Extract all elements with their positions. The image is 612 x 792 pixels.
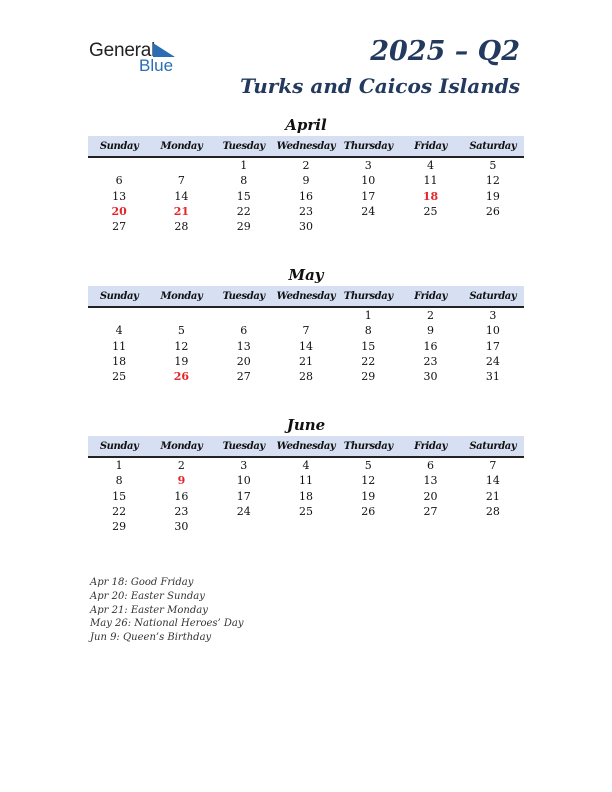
date-cell: 22 <box>361 355 376 369</box>
date-cell: 30 <box>423 370 438 384</box>
date-cell: 15 <box>236 189 251 203</box>
date-cell: 26 <box>361 505 376 519</box>
date-cell: 8 <box>240 174 248 188</box>
month-april <box>88 116 524 234</box>
date-cell: 15 <box>112 489 127 503</box>
weekday-label: Thursday <box>343 440 393 452</box>
holiday-note: Apr 20: Easter Sunday <box>90 590 205 602</box>
holiday-date-cell: 21 <box>173 205 190 219</box>
date-cell: 26 <box>485 205 500 219</box>
date-cell: 1 <box>240 159 248 173</box>
date-cell: 12 <box>174 339 189 353</box>
page-subtitle: Turks and Caicos Islands <box>240 74 520 98</box>
weekday-label: Saturday <box>469 290 517 302</box>
date-cell: 29 <box>361 370 376 384</box>
date-cell: 1 <box>364 309 372 323</box>
date-cell: 28 <box>485 505 500 519</box>
month-name: June <box>286 416 326 434</box>
weekday-label: Saturday <box>469 140 517 152</box>
date-cell: 9 <box>302 174 310 188</box>
week-row <box>88 339 524 354</box>
date-cell: 24 <box>361 205 376 219</box>
logo-text-general: General <box>89 40 156 61</box>
week-row <box>88 323 524 338</box>
month-name: May <box>288 266 324 284</box>
date-cell: 10 <box>485 324 500 338</box>
date-cell: 9 <box>427 324 435 338</box>
date-cell: 2 <box>427 309 435 323</box>
date-cell: 17 <box>236 489 251 503</box>
weekday-label: Thursday <box>343 140 393 152</box>
week-row <box>88 369 524 384</box>
holiday-note: Jun 9: Queen’s Birthday <box>90 632 212 644</box>
weekday-label: Thursday <box>343 290 393 302</box>
date-cell: 5 <box>489 159 497 173</box>
date-cell: 8 <box>115 474 123 488</box>
date-cell: 12 <box>485 174 500 188</box>
week-row <box>88 204 524 219</box>
month-name: April <box>285 116 327 134</box>
date-cell: 27 <box>112 220 127 234</box>
weekday-label: Monday <box>160 440 203 452</box>
weekday-label: Tuesday <box>222 290 265 302</box>
date-cell: 5 <box>177 324 185 338</box>
holiday-date-cell: 18 <box>422 189 439 203</box>
date-cell: 13 <box>423 474 438 488</box>
weekday-label: Sunday <box>99 290 139 302</box>
date-cell: 6 <box>115 174 123 188</box>
date-cell: 18 <box>298 489 313 503</box>
date-cell: 1 <box>115 459 123 473</box>
weekday-header-row <box>88 286 524 308</box>
holiday-date-cell: 9 <box>177 474 186 488</box>
weekday-label: Sunday <box>99 140 139 152</box>
date-cell: 4 <box>115 324 123 338</box>
holiday-date-cell: 20 <box>111 205 127 219</box>
week-row <box>88 308 524 323</box>
date-cell: 4 <box>302 459 310 473</box>
date-cell: 27 <box>423 505 438 519</box>
holiday-note: Apr 21: Easter Monday <box>90 604 208 616</box>
weekday-label: Monday <box>160 290 203 302</box>
logo-triangle-icon <box>153 43 175 57</box>
date-cell: 22 <box>112 505 127 519</box>
holiday-note: Apr 18: Good Friday <box>90 577 194 588</box>
date-cell: 25 <box>423 205 438 219</box>
date-cell: 11 <box>298 474 313 488</box>
weekday-label: Friday <box>414 140 447 152</box>
date-cell: 8 <box>364 324 372 338</box>
date-cell: 23 <box>174 505 189 519</box>
date-cell: 3 <box>240 459 248 473</box>
date-cell: 30 <box>298 220 313 234</box>
holiday-note: May 26: National Heroes’ Day <box>90 618 244 630</box>
week-row <box>88 219 524 234</box>
date-cell: 31 <box>485 370 500 384</box>
date-cell: 16 <box>174 489 189 503</box>
date-cell: 10 <box>236 474 251 488</box>
generalblue-logo <box>89 40 189 76</box>
date-cell: 4 <box>427 159 435 173</box>
date-cell: 3 <box>489 309 497 323</box>
weekday-label: Friday <box>414 290 447 302</box>
date-cell: 16 <box>298 189 313 203</box>
weekday-label: Wednesday <box>276 440 336 452</box>
month-june <box>88 416 524 534</box>
date-cell: 2 <box>177 459 185 473</box>
weekday-label: Tuesday <box>222 440 265 452</box>
date-cell: 25 <box>298 505 313 519</box>
date-cell: 11 <box>112 339 127 353</box>
date-cell: 21 <box>485 489 500 503</box>
date-cell: 20 <box>423 489 438 503</box>
date-cell: 24 <box>236 505 251 519</box>
weekday-label: Saturday <box>469 440 517 452</box>
date-cell: 29 <box>236 220 251 234</box>
date-cell: 19 <box>174 355 189 369</box>
date-cell: 14 <box>485 474 500 488</box>
weekday-label: Tuesday <box>222 140 265 152</box>
month-may <box>88 266 524 384</box>
date-cell: 13 <box>112 189 127 203</box>
date-cell: 17 <box>361 189 376 203</box>
date-cell: 13 <box>236 339 251 353</box>
weekday-label: Wednesday <box>276 290 336 302</box>
week-row <box>88 354 524 369</box>
date-cell: 7 <box>489 459 497 473</box>
date-cell: 20 <box>236 355 251 369</box>
week-row <box>88 173 524 188</box>
date-cell: 15 <box>361 339 376 353</box>
date-cell: 7 <box>302 324 310 338</box>
week-row <box>88 158 524 173</box>
date-cell: 2 <box>302 159 310 173</box>
logo-text-blue: Blue <box>139 56 174 75</box>
date-cell: 17 <box>485 339 500 353</box>
date-cell: 22 <box>236 205 251 219</box>
weekday-label: Sunday <box>99 440 139 452</box>
week-row <box>88 473 524 488</box>
weekday-label: Friday <box>414 440 447 452</box>
date-cell: 14 <box>298 339 313 353</box>
date-cell: 6 <box>240 324 248 338</box>
date-cell: 29 <box>112 520 127 534</box>
date-cell: 24 <box>485 355 500 369</box>
date-cell: 28 <box>298 370 313 384</box>
date-cell: 25 <box>112 370 127 384</box>
holiday-notes <box>90 576 244 645</box>
date-cell: 28 <box>174 220 189 234</box>
date-cell: 14 <box>174 189 189 203</box>
date-cell: 5 <box>364 459 372 473</box>
date-cell: 11 <box>423 174 438 188</box>
week-row <box>88 519 524 534</box>
date-cell: 12 <box>361 474 376 488</box>
week-row <box>88 189 524 204</box>
weekday-header-row <box>88 136 524 158</box>
date-cell: 19 <box>485 189 500 203</box>
page-title: 2025 – Q2 <box>370 36 520 67</box>
holiday-date-cell: 26 <box>173 370 190 384</box>
date-cell: 23 <box>423 355 438 369</box>
date-cell: 7 <box>177 174 185 188</box>
date-cell: 19 <box>361 489 376 503</box>
date-cell: 30 <box>174 520 189 534</box>
week-row <box>88 504 524 519</box>
date-cell: 27 <box>236 370 251 384</box>
week-row <box>88 458 524 473</box>
date-cell: 23 <box>298 205 313 219</box>
date-cell: 16 <box>423 339 438 353</box>
date-cell: 18 <box>112 355 127 369</box>
date-cell: 10 <box>361 174 376 188</box>
weekday-label: Monday <box>160 140 203 152</box>
weekday-header-row <box>88 436 524 458</box>
week-row <box>88 489 524 504</box>
date-cell: 6 <box>427 459 435 473</box>
date-cell: 21 <box>298 355 313 369</box>
date-cell: 3 <box>364 159 372 173</box>
weekday-label: Wednesday <box>276 140 336 152</box>
